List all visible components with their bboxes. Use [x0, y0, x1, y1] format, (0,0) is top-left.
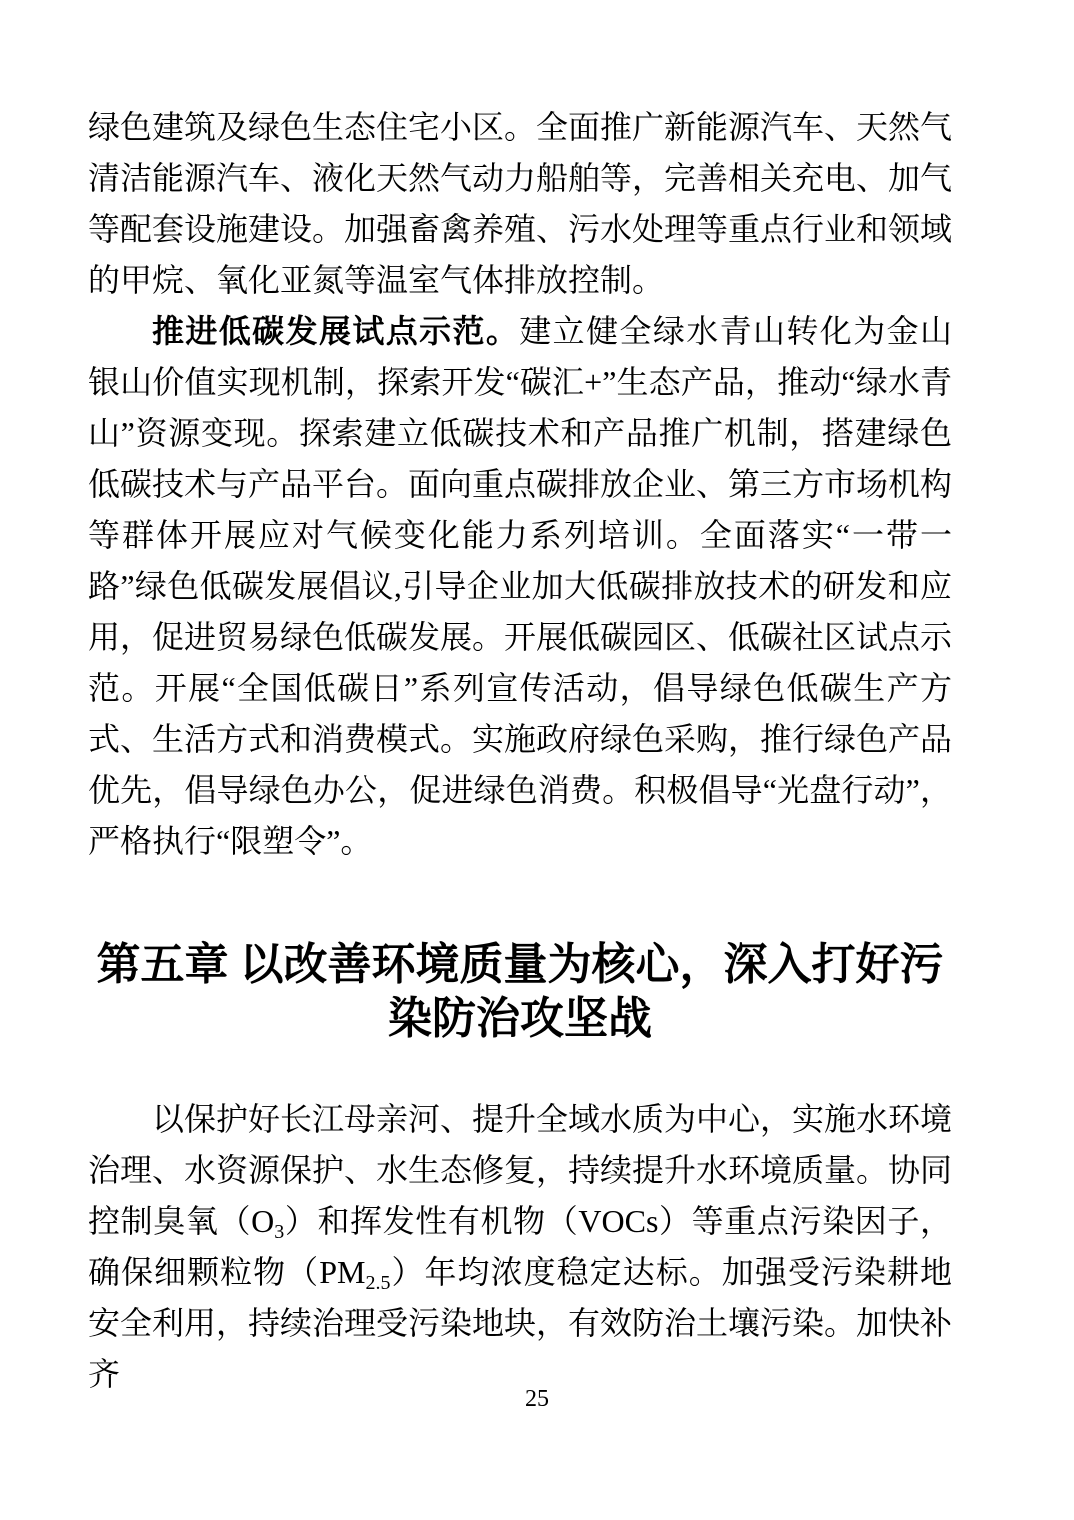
document-body: [88, 102, 952, 1400]
paragraph-green-buildings-continuation: [88, 102, 952, 306]
text-segment: ）和挥发性有机物（VOCs）等重点污染因子，确保细颗粒物（PM: [88, 1203, 952, 1290]
text-segment: 以保护好长江母亲河、提升全域水质为中心，实施水环境治理、水资源保护、水生态修复，持续提升水环境质量。协同控制臭氧（O: [88, 1101, 953, 1239]
paragraph-pollution-control: [88, 1094, 952, 1400]
text-segment: 建立健全绿水青山转化为金山银山价值实现机制，探索开发“碳汇+”生态产品，推动“绿水青山”资源变现。探索建立低碳技术和产品推广机制，搭建绿色低碳技术与产品平台。面向重点碳排放企业、第三方市场机构等群体开展应对气候变化能力系列培训。全面落实“一带一路”绿色低碳发展倡议,引导企业加大低碳排放技术的研发和应用，促进贸易绿色低碳发展。开展低碳园区、低碳社区试点示范。开展“全国低碳日”系列宣传活动，倡导绿色低碳生产方式、生活方式和消费模式。实施政府绿色采购，推行绿色产品优先，倡导绿色办公，促进绿色消费。积极倡导“光盘行动”，严格执行“限塑令”。: [88, 313, 953, 859]
text-segment: ）年均浓度稳定达标。加强受污染耕地安全利用，持续治理受污染地块，有效防治土壤污染。加快补齐: [88, 1254, 953, 1392]
text-segment-bold-lead: 推进低碳发展试点示范。: [152, 313, 520, 349]
page-footer: [0, 1386, 1074, 1413]
text-segment-sub: 2.5: [365, 1272, 391, 1294]
chapter-heading: 第五章 以改善环境质量为核心，深入打好污染防治攻坚战: [96, 940, 944, 1043]
paragraph-low-carbon-pilot: [88, 306, 952, 867]
text-segment-sub: 3: [274, 1221, 285, 1243]
page-number: 25: [525, 1386, 549, 1412]
text-segment: 绿色建筑及绿色生态住宅小区。全面推广新能源汽车、天然气清洁能源汽车、液化天然气动力船舶等，完善相关充电、加气等配套设施建设。加强畜禽养殖、污水处理等重点行业和领域的甲烷、氧化亚氮等温室气体排放控制。: [88, 109, 953, 298]
